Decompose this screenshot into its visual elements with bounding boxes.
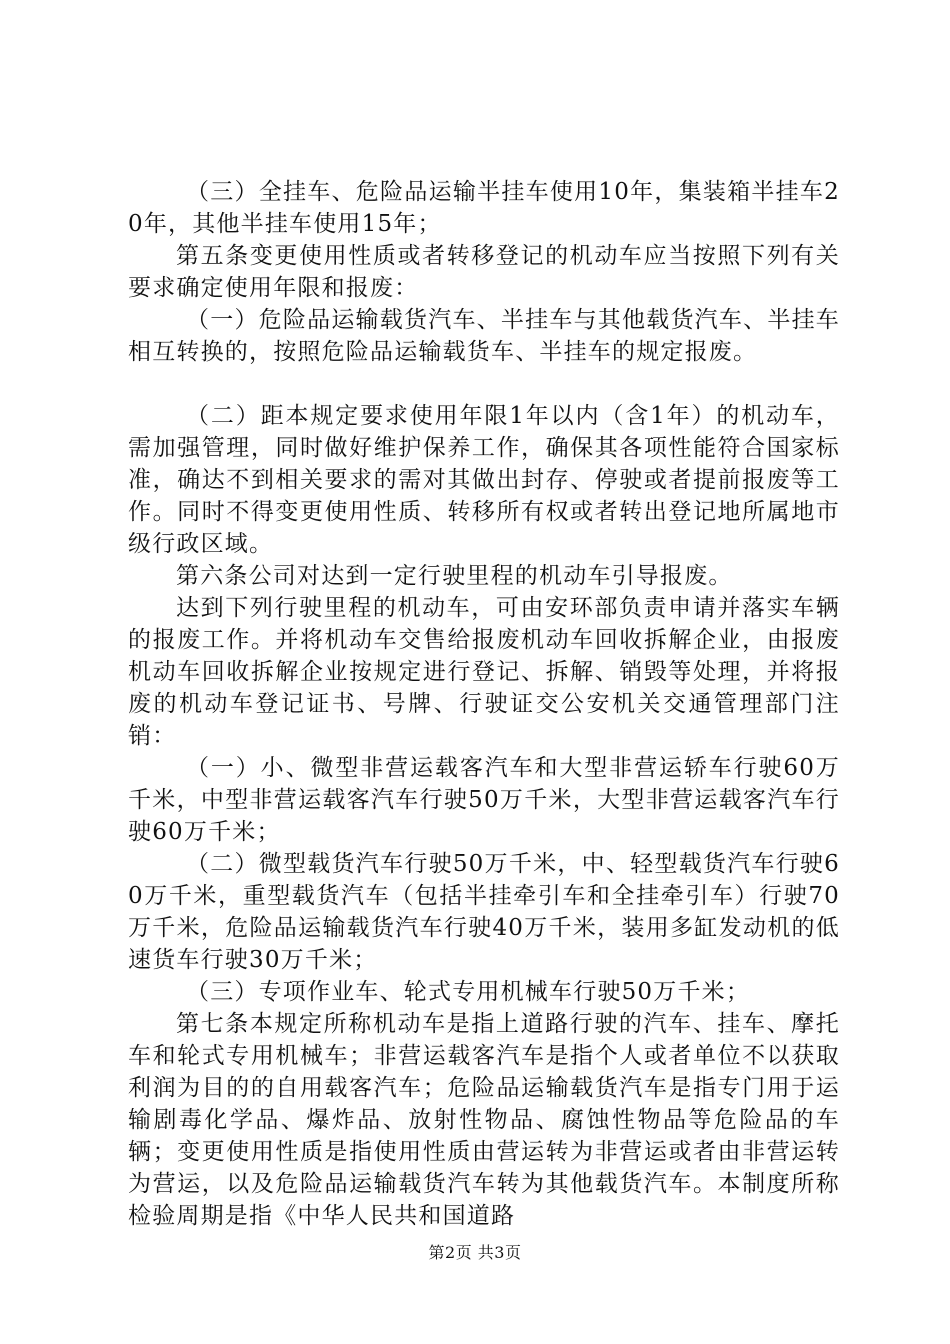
paragraph-trailer-service-life: （三）全挂车、危险品运输半挂车使用10年，集装箱半挂车20年，其他半挂车使用15年； — [128, 179, 840, 237]
paragraph-article-5-item-1: （一）危险品运输载货汽车、半挂车与其他载货汽车、半挂车相互转换的，按照危险品运输载货车、半挂车的规定报废。 — [128, 307, 840, 365]
paragraph-article-5: 第五条变更使用性质或者转移登记的机动车应当按照下列有关要求确定使用年限和报废： — [128, 243, 840, 301]
paragraph-article-7: 第七条本规定所称机动车是指上道路行驶的汽车、挂车、摩托车和轮式专用机械车；非营运载客汽车是指个人或者单位不以获取利润为目的的自用载客汽车；危险品运输载货汽车是指专门用于运输剧毒化学品、爆炸品、放射性物品、腐蚀性物品等危险品的车辆；变更使用性质是指使用性质由营运转为非营运或者由非营运转为营运，以及危险品运输载货汽车转为其他载货汽车。本制度所称检验周期是指《中华人民共和国道路 — [128, 1011, 840, 1229]
paragraph-article-6: 第六条公司对达到一定行驶里程的机动车引导报废。 — [176, 563, 733, 589]
paragraph-mileage-item-2: （二）微型载货汽车行驶50万千米，中、轻型载货汽车行驶60万千米，重型载货汽车（包括半挂牵引车和全挂牵引车）行驶70万千米，危险品运输载货汽车行驶40万千米，装用多缸发动机的低速货车行驶30万千米； — [128, 851, 840, 973]
paragraph-mileage-scrapping: 达到下列行驶里程的机动车，可由安环部负责申请并落实车辆的报废工作。并将机动车交售给报废机动车回收拆解企业，由报废机动车回收拆解企业按规定进行登记、拆解、销毁等处理，并将报废的机动车登记证书、号牌、行驶证交公安机关交通管理部门注销： — [128, 595, 840, 749]
page-number-footer: 第2页 共3页 — [428, 1243, 522, 1262]
document-body — [128, 176, 840, 1232]
paragraph-article-5-item-2: （二）距本规定要求使用年限1年以内（含1年）的机动车，需加强管理，同时做好维护保养工作，确保其各项性能符合国家标准，确达不到相关要求的需对其做出封存、停驶或者提前报废等工作。同时不得变更使用性质、转移所有权或者转出登记地所属地市级行政区域。 — [128, 403, 840, 557]
paragraph-mileage-item-3: （三）专项作业车、轮式专用机械车行驶50万千米； — [186, 979, 751, 1005]
paragraph-mileage-item-1: （一）小、微型非营运载客汽车和大型非营运轿车行驶60万千米，中型非营运载客汽车行驶50万千米，大型非营运载客汽车行驶60万千米； — [128, 755, 840, 845]
